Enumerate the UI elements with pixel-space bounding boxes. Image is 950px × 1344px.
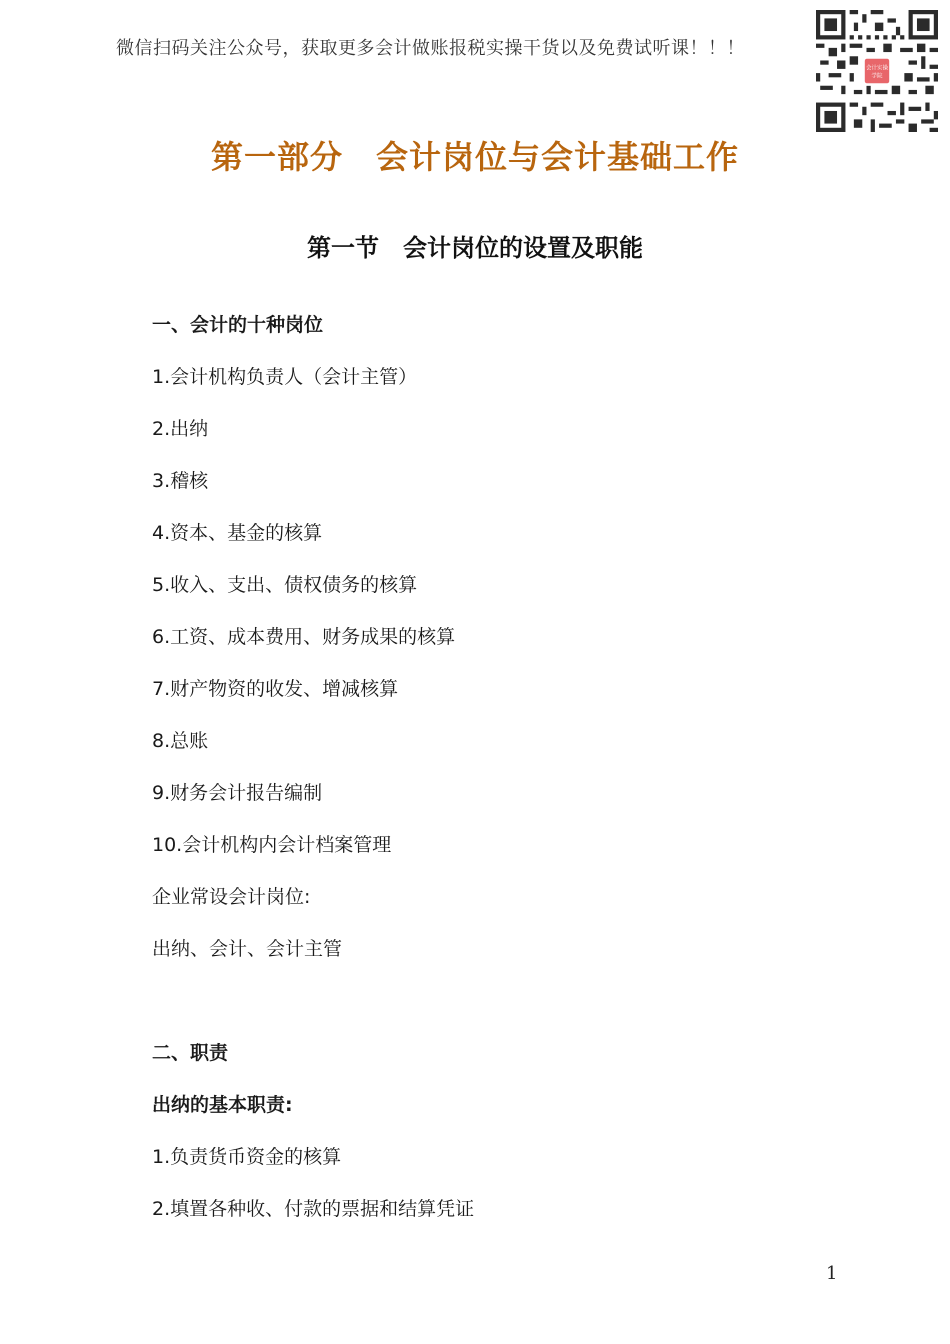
list-item: 10.会计机构内会计档案管理 xyxy=(152,834,392,856)
list-item: 4.资本、基金的核算 xyxy=(152,522,323,544)
heading-ten-positions: 一、会计的十种岗位 xyxy=(152,314,324,336)
common-positions-value: 出纳、会计、会计主管 xyxy=(152,938,343,960)
svg-text:学院: 学院 xyxy=(871,73,883,80)
cashier-duties-title: 出纳的基本职责: xyxy=(152,1094,293,1116)
part-title: 第一部分 会计岗位与会计基础工作 xyxy=(210,138,739,176)
page-number: 1 xyxy=(826,1263,838,1284)
svg-text:会计实操: 会计实操 xyxy=(866,65,888,72)
list-item: 8.总账 xyxy=(152,730,209,752)
qr-code-image xyxy=(816,10,938,132)
list-item: 7.财产物资的收发、增减核算 xyxy=(152,678,399,700)
list-item: 2.出纳 xyxy=(152,418,209,440)
list-item: 3.稽核 xyxy=(152,470,209,492)
list-item: 5.收入、支出、债权债务的核算 xyxy=(152,574,418,596)
list-item: 1.负责货币资金的核算 xyxy=(152,1146,342,1168)
common-positions-label: 企业常设会计岗位: xyxy=(152,886,311,908)
list-item: 1.会计机构负责人（会计主管） xyxy=(152,366,418,388)
header-promo-text: 微信扫码关注公众号，获取更多会计做账报税实操干货以及免费试听课！！！ xyxy=(116,38,745,59)
list-item: 2.填置各种收、付款的票据和结算凭证 xyxy=(152,1198,475,1220)
section-title: 第一节 会计岗位的设置及职能 xyxy=(307,234,643,262)
list-item: 9.财务会计报告编制 xyxy=(152,782,323,804)
heading-duties: 二、职责 xyxy=(152,1042,229,1064)
list-item: 6.工资、成本费用、财务成果的核算 xyxy=(152,626,456,648)
